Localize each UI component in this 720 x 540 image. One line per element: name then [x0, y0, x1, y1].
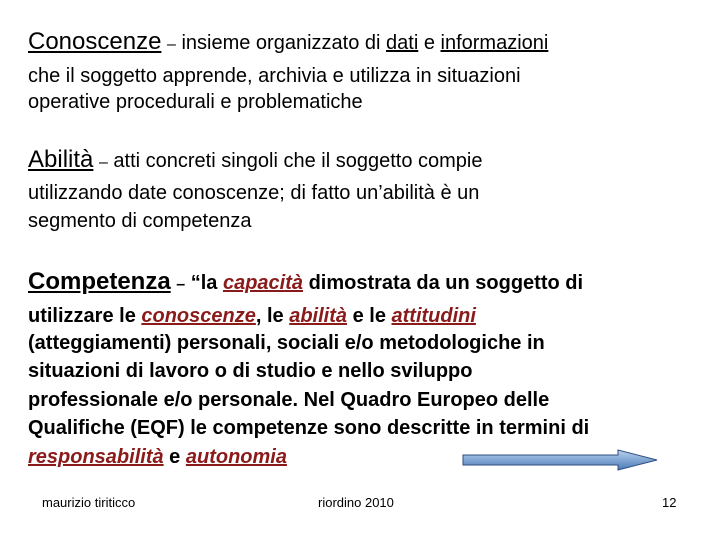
abilita-line-2: utilizzando date conoscenze; di fatto un’abilità è un	[28, 182, 480, 204]
footer-page-number: 12	[662, 495, 677, 510]
conoscenze-line-1: Conoscenze – insieme organizzato di dati e informazioni	[28, 28, 549, 55]
conoscenze-line-2: che il soggetto apprende, archivia e utilizza in situazioni	[28, 65, 521, 87]
competenza-term: Competenza	[28, 268, 171, 295]
competenza-line-3: (atteggiamenti) personali, sociali e/o metodologiche in	[28, 332, 545, 354]
competenza-line-6: Qualifiche (EQF) le competenze sono descritte in termini di	[28, 417, 590, 439]
competenza-line-1: Competenza – “la capacità dimostrata da un soggetto di	[28, 268, 584, 295]
competenza-line-2: utilizzare le conoscenze, le abilità e le attitudini	[28, 305, 476, 327]
conoscenze-line-3: operative procedurali e problematiche	[28, 91, 363, 113]
footer-date: riordino 2010	[318, 495, 394, 510]
abilita-line-3: segmento di competenza	[28, 210, 252, 232]
competenza-line-5: professionale e/o personale. Nel Quadro Europeo delle	[28, 389, 550, 411]
competenza-line-4: situazioni di lavoro o di studio e nello sviluppo	[28, 360, 473, 382]
right-arrow-icon	[462, 449, 658, 471]
competenza-line-7: responsabilità e autonomia	[28, 446, 287, 468]
footer-author: maurizio tiriticco	[42, 495, 136, 510]
conoscenze-term: Conoscenze	[28, 28, 162, 55]
abilita-line-1: Abilità – atti concreti singoli che il soggetto compie	[28, 146, 483, 173]
abilita-term: Abilità	[28, 146, 94, 173]
